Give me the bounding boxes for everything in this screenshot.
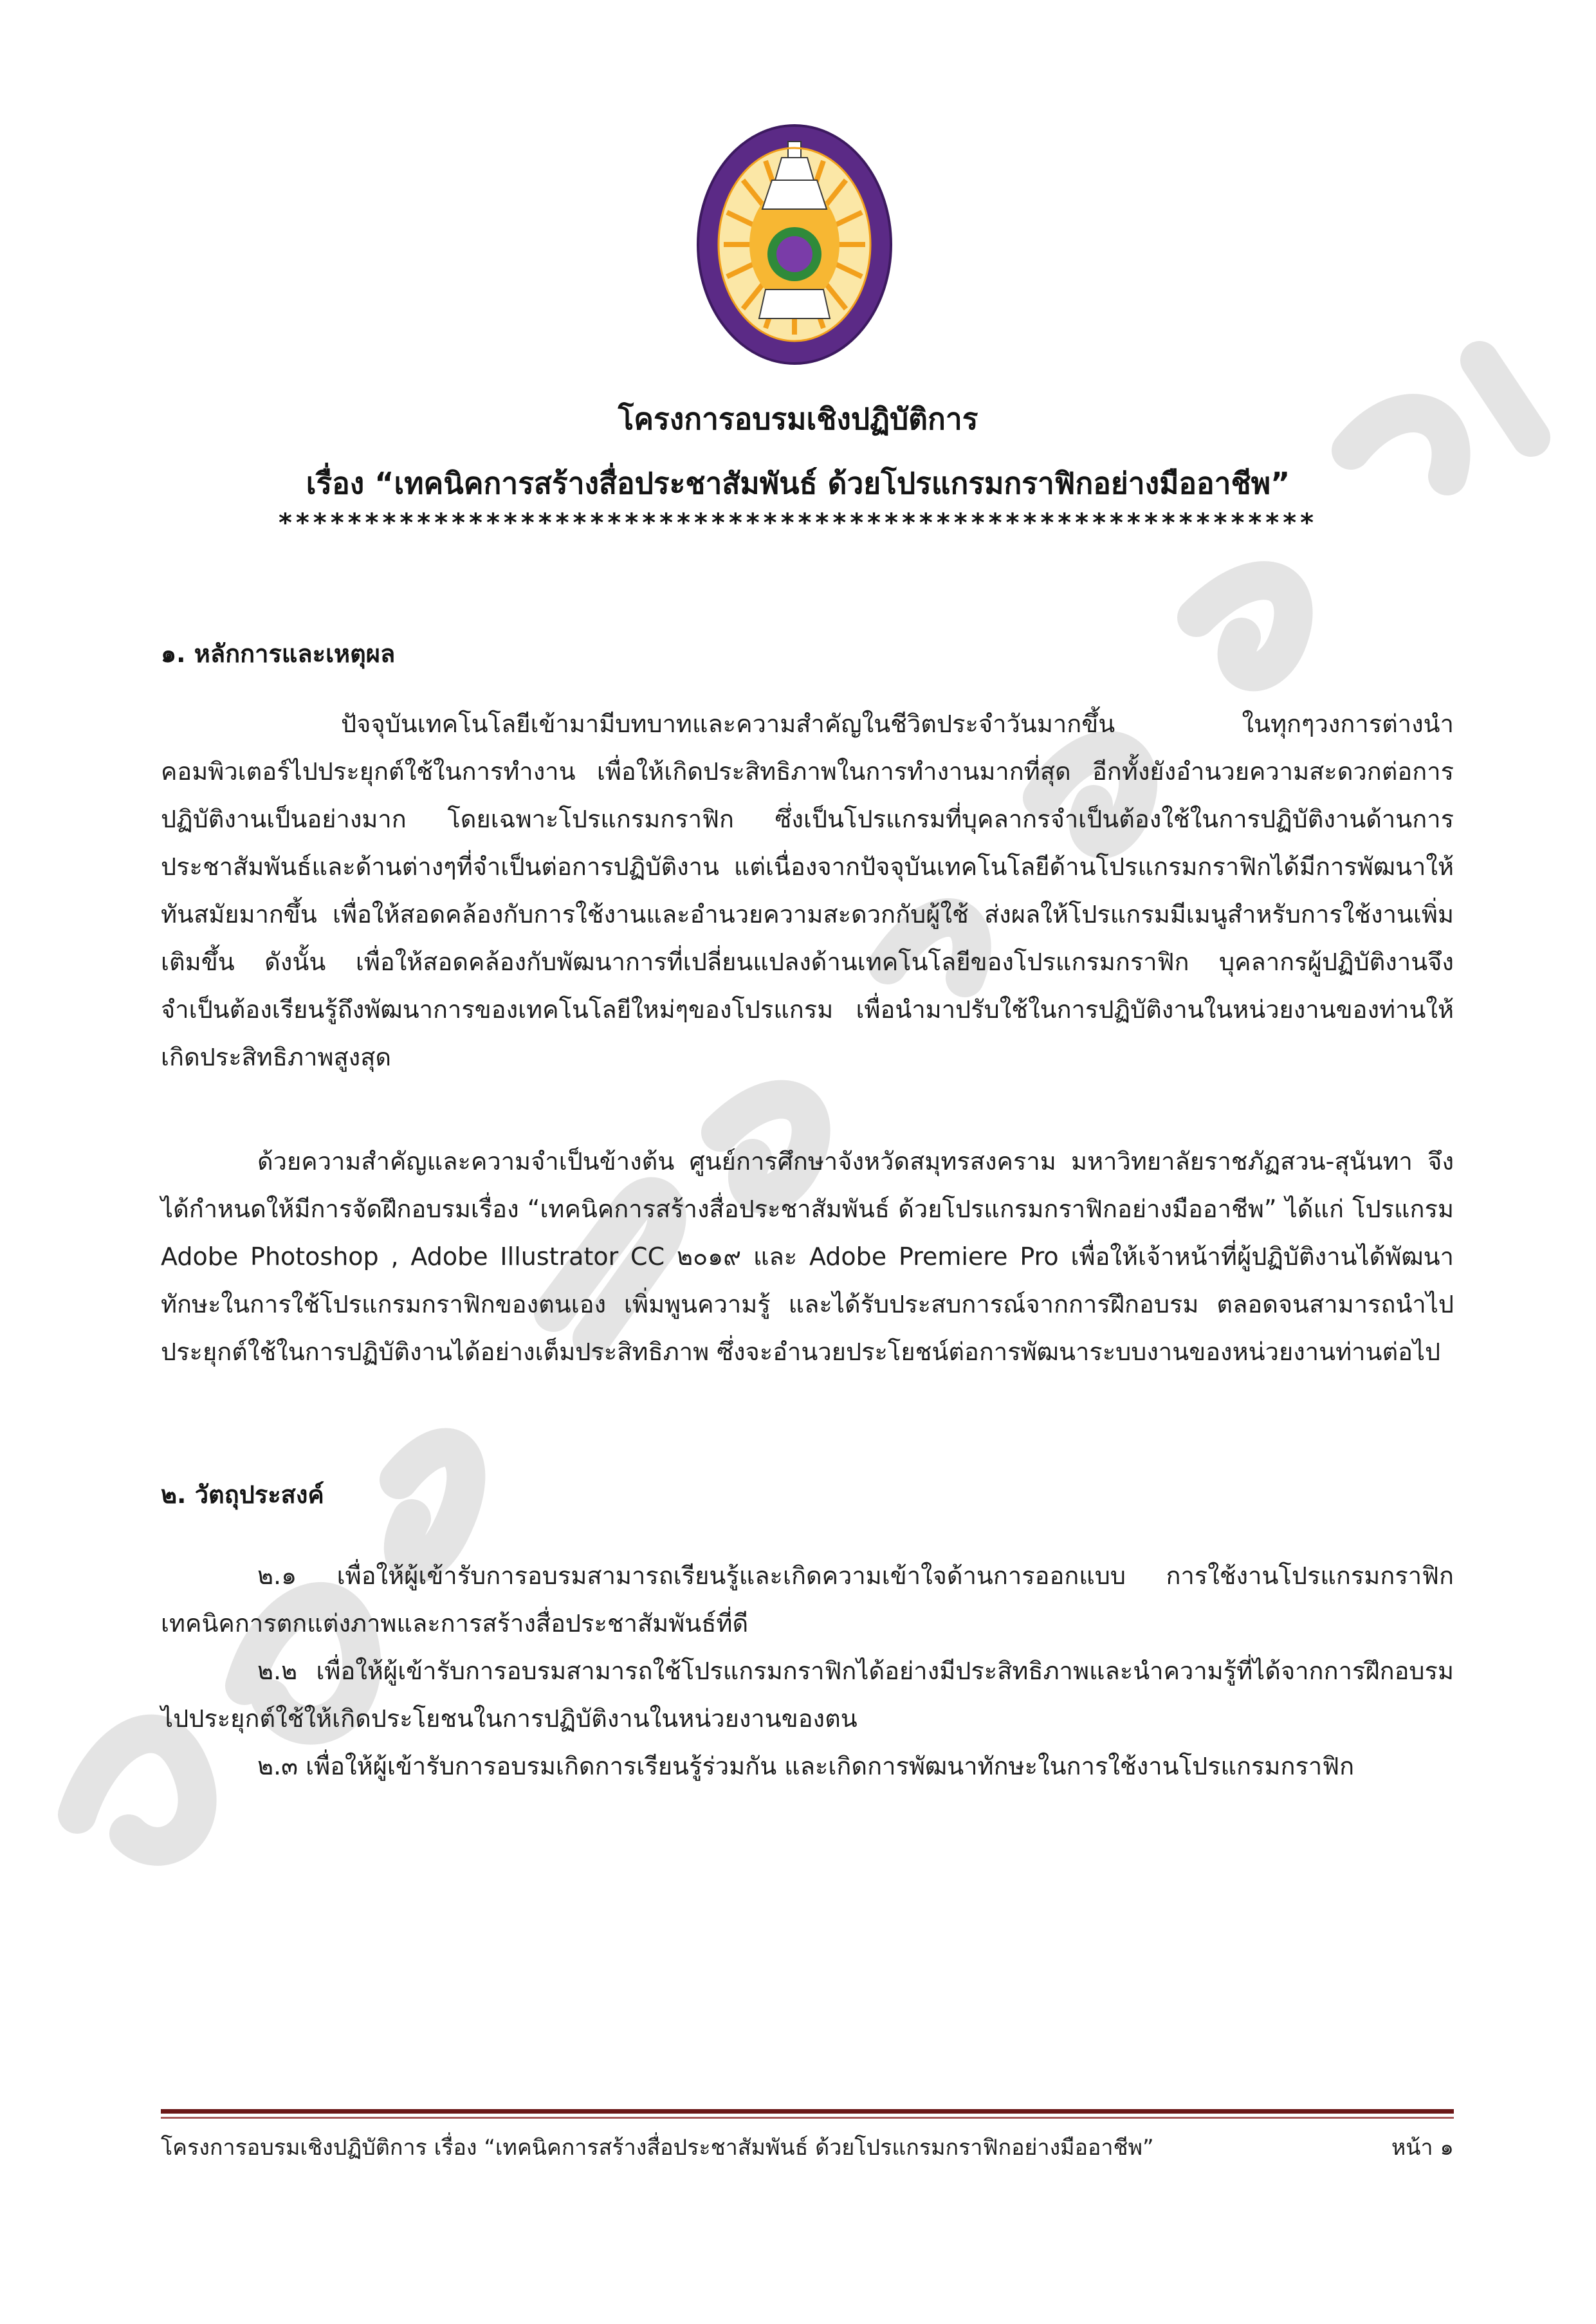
document-subtitle: เรื่อง “เทคนิคการสร้างสื่อประชาสัมพันธ์ ด้วยโปรแกรมกราฟิกอย่างมืออาชีพ”: [306, 466, 1290, 501]
objective-item-3: ๒.๓ เพื่อให้ผู้เข้ารับการอบรมเกิดการเรียนรู้ร่วมกัน และเกิดการพัฒนาทักษะในการใช้งานโปรแกรมกราฟิก: [257, 1752, 1355, 1780]
objective-item-1: ๒.๑ เพื่อให้ผู้เข้ารับการอบรมสามารถเรียนรู้และเกิดความเข้าใจด้านการออกแบบ การใช้งานโปรแกรมกราฟิก เทคนิคการตกแต่งภาพและการสร้างสื่อประชาสัมพันธ์ที่ดี: [161, 1562, 1454, 1637]
section-heading-rationale: ๑. หลักการและเหตุผล: [161, 640, 396, 668]
page-number: หน้า ๑: [1391, 2135, 1454, 2161]
footer-rule-thin: [161, 2117, 1454, 2119]
rationale-paragraph-2: ด้วยความสำคัญและความจำเป็นข้างต้น ศูนย์การศึกษาจังหวัดสมุทรสงคราม มหาวิทยาลัยราชภัฏสวน-สุนันทา จึงได้กำหนดให้มีการจัดฝึกอบรมเรื่อง “เทคนิคการสร้างสื่อประชาสัมพันธ์ ด้วยโปรแกรมกราฟิกอย่างมืออาชีพ” ได้แก่ โปรแกรม Adobe Photoshop , Adobe Illustrator CC ๒๐๑๙ และ Adobe Premiere Pro เพื่อให้เจ้าหน้าที่ผู้ปฏิบัติงานได้พัฒนาทักษะในการใช้โปรแกรมกราฟิกของตนเอง เพิ่มพูนความรู้ และได้รับประสบการณ์จากการฝึกอบรม ตลอดจนสามารถนำไปประยุกต์ใช้ในการปฏิบัติงานได้อย่างเต็มประสิทธิภาพ ซึ่งจะอำนวยประโยชน์ต่อการพัฒนาระบบงานของหน่วยงานท่านต่อไป: [161, 1147, 1454, 1366]
document-title: โครงการอบรมเชิงปฏิบัติการ: [618, 401, 978, 436]
section-heading-objectives: ๒. วัตถุประสงค์: [161, 1480, 324, 1509]
university-seal-logo: [695, 122, 894, 367]
objective-item-2: ๒.๒ เพื่อให้ผู้เข้ารับการอบรมสามารถใช้โปรแกรมกราฟิกได้อย่างมีประสิทธิภาพและนำความรู้ที่ได้จากการฝึกอบรมไปประยุกต์ใช้ให้เกิดประโยชนในการปฏิบัติงานในหน่วยงานของตน: [161, 1657, 1454, 1733]
footer-rule: [161, 2109, 1454, 2114]
rationale-paragraph-1: ปัจจุบันเทคโนโลยีเข้ามามีบทบาทและความสำคัญในชีวิตประจำวันมากขึ้น ในทุกๆวงการต่างนำคอมพิวเตอร์ไปประยุกต์ใช้ในการทำงาน เพื่อให้เกิดประสิทธิภาพในการทำงานมากที่สุด อีกทั้งยังอำนวยความสะดวกต่อการปฏิบัติงานเป็นอย่างมาก โดยเฉพาะโปรแกรมกราฟิก ซึ่งเป็นโปรแกรมที่บุคลากรจำเป็นต้องใช้ในการปฏิบัติงานด้านการประชาสัมพันธ์และด้านต่างๆที่จำเป็นต่อการปฏิบัติงาน แต่เนื่องจากปัจจุบันเทคโนโลยีด้านโปรแกรมกราฟิกได้มีการพัฒนาให้ทันสมัยมากขึ้น เพื่อให้สอดคล้องกับการใช้งานและอำนวยความสะดวกกับผู้ใช้ ส่งผลให้โปรแกรมมีเมนูสำหรับการใช้งานเพิ่มเติมขึ้น ดังนั้น เพื่อให้สอดคล้องกับพัฒนาการที่เปลี่ยนแปลงด้านเทคโนโลยีของโปรแกรมกราฟิก บุคลากรผู้ปฏิบัติงานจึงจำเป็นต้องเรียนรู้ถึงพัฒนาการของเทคโนโลยีใหม่ๆของโปรแกรม เพื่อนำมาปรับใช้ในการปฏิบัติงานในหน่วยงานของท่านให้เกิดประสิทธิภาพสูงสุด: [161, 710, 1454, 1071]
title-separator: ************************************************************: [278, 508, 1318, 538]
footer-title: โครงการอบรมเชิงปฏิบัติการ เรื่อง “เทคนิคการสร้างสื่อประชาสัมพันธ์ ด้วยโปรแกรมกราฟิกอย่างมืออาชีพ”: [161, 2135, 1154, 2161]
